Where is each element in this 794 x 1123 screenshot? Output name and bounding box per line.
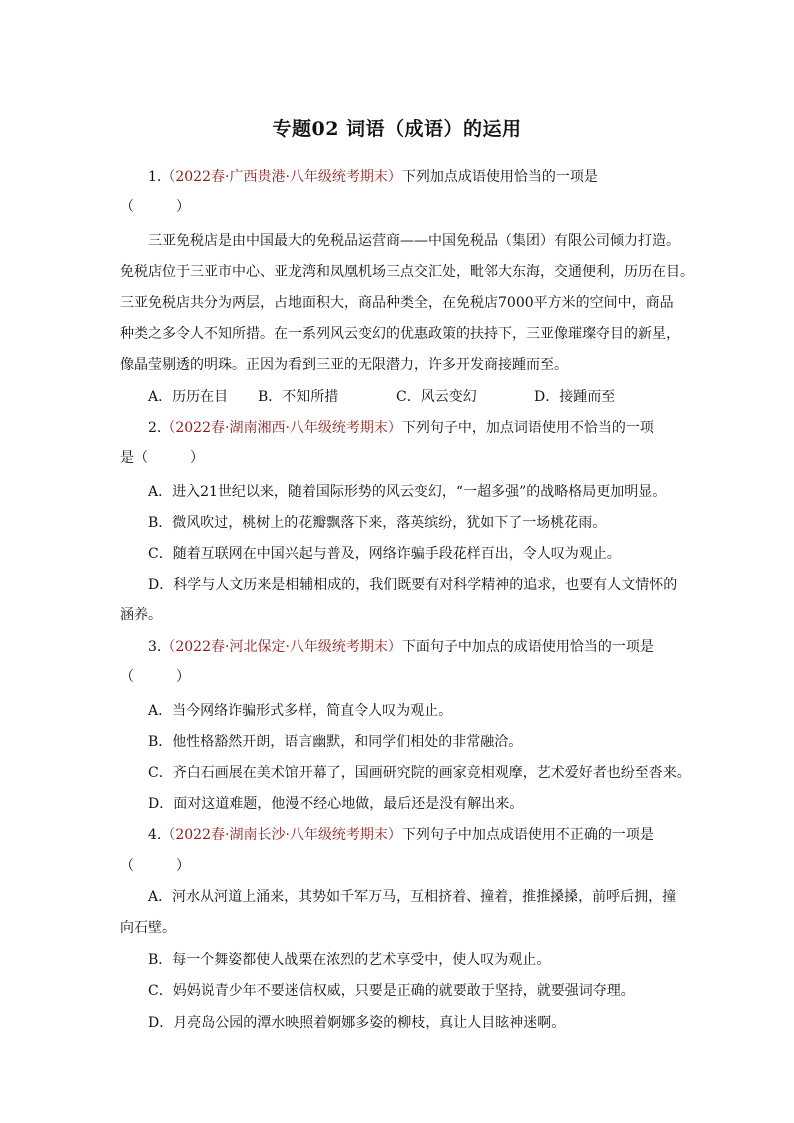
passage-line: 三亚免税店共分为两层，占地面积大，商品种类全，在免税店7000平方米的空间中，商品: [120, 295, 674, 311]
passage-line: 免税店位于三亚市中心、亚龙湾和凤凰机场三点交汇处，毗邻大东海，交通便利，历历在目。: [120, 264, 694, 280]
question-number: 4.: [148, 827, 162, 843]
passage-line: 种类之多令人不知所措。在一系列风云变幻的优惠政策的扶持下，三亚像璀璨夺目的新星，: [120, 326, 680, 342]
question-2-header: [148, 417, 708, 437]
option-c: C．风云变幻: [396, 389, 477, 405]
question-stem: 下列加点成语使用恰当的一项是: [401, 169, 598, 185]
option-d-cont: 涵养。: [120, 607, 162, 623]
question-stem: 下列句子中加点成语使用不正确的一项是: [401, 827, 654, 843]
answer-blank: （ ）: [120, 669, 190, 685]
question-3-header: [148, 636, 708, 656]
option-a: A．历历在目: [148, 389, 229, 405]
question-source: （2022春·湖南湘西·八年级统考期末）: [161, 420, 402, 436]
answer-blank: （ ）: [120, 199, 190, 215]
option-b: B．每一个舞姿都使人战栗在浓烈的艺术享受中，使人叹为观止。: [148, 952, 551, 968]
option-c: C．随着互联网在中国兴起与普及，网络诈骗手段花样百出，令人叹为观止。: [148, 546, 621, 562]
passage-line: 像晶莹剔透的明珠。正因为看到三亚的无限潜力，许多开发商接踵而至。: [120, 357, 568, 373]
option-b: B．不知所措: [258, 389, 339, 405]
option-a: A．当今网络诈骗形式多样，简直令人叹为观止。: [148, 703, 453, 719]
question-source: （2022春·河北保定·八年级统考期末）: [161, 639, 402, 655]
question-source: （2022春·湖南长沙·八年级统考期末）: [161, 827, 402, 843]
passage-line: 三亚免税店是由中国最大的免税品运营商——中国免税品（集团）有限公司倾力打造。: [148, 233, 680, 249]
question-1-options: [148, 386, 708, 406]
question-number: 1.: [148, 169, 162, 185]
answer-blank: （ ）: [120, 858, 190, 874]
option-c: C．齐白石画展在美术馆开幕了，国画研究院的画家竞相观摩，艺术爱好者也纷至沓来。: [148, 765, 691, 781]
option-c: C．妈妈说青少年不要迷信权威，只要是正确的就要敢于坚持，就要强词夺理。: [148, 983, 635, 999]
question-4-header: [148, 824, 708, 844]
option-b: B．微风吹过，桃树上的花瓣飘落下来，落英缤纷，犹如下了一场桃花雨。: [148, 515, 607, 531]
option-d: D．月亮岛公园的潭水映照着婀娜多姿的柳枝，真让人目眩神迷啊。: [148, 1015, 566, 1031]
question-number: 2.: [148, 420, 162, 436]
option-d: D．面对这道难题，他漫不经心地做，最后还是没有解出来。: [148, 796, 524, 812]
question-source: （2022春·广西贵港·八年级统考期末）: [161, 169, 402, 185]
question-stem-cont: 是（ ）: [120, 450, 204, 466]
option-d: D．接踵而至: [534, 389, 616, 405]
option-a-cont: 向石壁。: [120, 920, 176, 936]
option-b: B．他性格豁然开朗，语言幽默，和同学们相处的非常融洽。: [148, 734, 523, 750]
option-a: A．河水从河道上涌来，其势如千军万马，互相挤着、撞着，推推搡搡，前呼后拥，撞: [148, 889, 677, 905]
question-number: 3.: [148, 639, 162, 655]
question-1-header: [148, 166, 708, 186]
page-title: 专题02 词语（成语）的运用: [272, 118, 522, 140]
question-stem: 下列句子中，加点词语使用不恰当的一项: [401, 420, 654, 436]
option-a: A．进入21世纪以来，随着国际形势的风云变幻，“一超多强”的战略格局更加明显。: [148, 484, 667, 500]
option-d: D．科学与人文历来是相辅相成的，我们既要有对科学精神的追求，也要有人文情怀的: [148, 577, 678, 593]
question-stem: 下面句子中加点的成语使用恰当的一项是: [401, 639, 654, 655]
